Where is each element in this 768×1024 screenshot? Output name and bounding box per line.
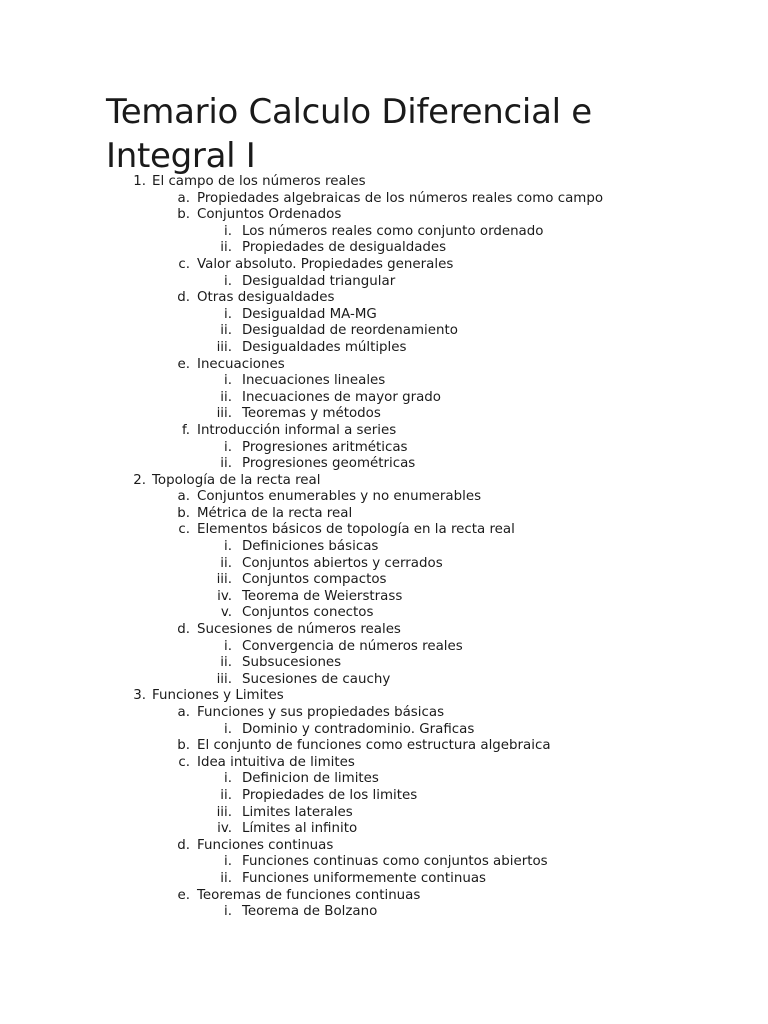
outline-item-level-1 — [0, 174, 768, 191]
outline-item-level-2 — [0, 506, 768, 523]
document-title: Temario Calculo Diferencial e Integral I — [106, 92, 592, 176]
outline-item-text: Desigualdad MA-MG — [242, 306, 377, 322]
outline-item-marker: d. — [177, 622, 190, 638]
outline-item-marker: ii. — [220, 655, 232, 671]
outline-item-text: Limites laterales — [242, 804, 353, 820]
outline-item-marker: c. — [178, 522, 190, 538]
outline-item-marker: i. — [224, 439, 232, 455]
outline-item-text: Teorema de Weierstrass — [242, 588, 403, 604]
outline-item-text: Inecuaciones lineales — [242, 373, 386, 389]
outline-item-marker: e. — [177, 356, 190, 372]
outline-item-level-3 — [0, 904, 768, 921]
outline-item-level-3 — [0, 788, 768, 805]
syllabus-outline — [0, 174, 768, 921]
outline-item-marker: ii. — [220, 389, 232, 405]
outline-item-marker: i. — [224, 854, 232, 870]
outline-item-marker: iii. — [216, 804, 232, 820]
outline-item-marker: a. — [177, 489, 190, 505]
outline-item-text: Teoremas de funciones continuas — [197, 887, 421, 903]
outline-item-level-3 — [0, 655, 768, 672]
outline-item-level-3 — [0, 771, 768, 788]
outline-item-marker: i. — [224, 771, 232, 787]
outline-item-level-3 — [0, 672, 768, 689]
outline-item-level-2 — [0, 522, 768, 539]
outline-item-marker: 1. — [133, 174, 146, 189]
outline-item-marker: a. — [177, 705, 190, 720]
outline-item-text: Teorema de Bolzano — [242, 904, 378, 920]
outline-item-text: Dominio y contradominio. Graficas — [242, 721, 475, 737]
outline-item-level-2 — [0, 489, 768, 506]
outline-item-level-2 — [0, 838, 768, 855]
outline-item-text: Progresiones aritméticas — [242, 439, 408, 455]
outline-item-level-3 — [0, 639, 768, 656]
outline-item-level-3 — [0, 323, 768, 340]
outline-item-text: Introducción informal a series — [197, 422, 397, 438]
outline-item-level-3 — [0, 340, 768, 357]
outline-item-text: Definiciones básicas — [242, 539, 379, 555]
outline-item-marker: i. — [224, 223, 232, 239]
outline-item-level-3 — [0, 307, 768, 324]
outline-item-text: Convergencia de números reales — [242, 638, 463, 654]
outline-item-text: Otras desigualdades — [197, 290, 335, 306]
outline-item-marker: c. — [178, 256, 190, 272]
outline-item-level-2 — [0, 705, 768, 722]
outline-item-marker: i. — [224, 373, 232, 389]
outline-item-text: Funciones continuas como conjuntos abiertos — [242, 854, 548, 870]
outline-item-text: Elementos básicos de topología en la recta real — [197, 522, 515, 538]
outline-item-level-2 — [0, 191, 768, 208]
outline-item-level-3 — [0, 456, 768, 473]
outline-item-marker: e. — [177, 887, 190, 903]
outline-item-marker: c. — [178, 754, 190, 770]
outline-item-marker: iii. — [216, 671, 232, 687]
outline-item-text: Inecuaciones de mayor grado — [242, 389, 441, 405]
outline-item-level-3 — [0, 390, 768, 407]
outline-item-level-3 — [0, 821, 768, 838]
outline-item-marker: b. — [177, 207, 190, 223]
outline-item-text: Propiedades algebraicas de los números reales como campo — [197, 190, 604, 206]
outline-item-marker: ii. — [220, 555, 232, 571]
outline-item-text: Conjuntos conectos — [242, 605, 374, 621]
outline-item-level-3 — [0, 605, 768, 622]
outline-item-marker: i. — [224, 721, 232, 737]
outline-item-level-2 — [0, 738, 768, 755]
outline-item-text: Conjuntos compactos — [242, 572, 387, 588]
outline-item-level-1 — [0, 473, 768, 490]
outline-item-marker: ii. — [220, 787, 232, 803]
outline-item-level-3 — [0, 572, 768, 589]
outline-item-text: Desigualdades múltiples — [242, 339, 407, 355]
outline-item-text: Funciones y Limites — [152, 688, 284, 704]
outline-item-marker: ii. — [220, 870, 232, 886]
outline-item-marker: ii. — [220, 323, 232, 339]
outline-item-text: Conjuntos abiertos y cerrados — [242, 555, 443, 571]
outline-item-marker: iii. — [216, 572, 232, 588]
outline-item-text: Subsucesiones — [242, 655, 342, 671]
outline-item-level-3 — [0, 805, 768, 822]
outline-item-marker: b. — [177, 738, 190, 754]
outline-item-text: Sucesiones de cauchy — [242, 671, 391, 687]
outline-item-marker: v. — [220, 605, 232, 621]
outline-item-marker: i. — [224, 539, 232, 555]
outline-item-level-2 — [0, 207, 768, 224]
outline-item-text: Métrica de la recta real — [197, 505, 353, 521]
outline-item-text: Topología de la recta real — [152, 472, 321, 488]
outline-item-marker: i. — [224, 638, 232, 654]
outline-item-level-3 — [0, 589, 768, 606]
outline-item-marker: iii. — [216, 339, 232, 355]
outline-item-text: Límites al infinito — [242, 821, 358, 837]
outline-item-level-2 — [0, 423, 768, 440]
outline-item-marker: ii. — [220, 456, 232, 472]
outline-item-marker: f. — [182, 422, 190, 438]
outline-item-text: Idea intuitiva de limites — [197, 754, 355, 770]
outline-item-text: Desigualdad de reordenamiento — [242, 323, 458, 339]
outline-item-text: El campo de los números reales — [152, 174, 366, 189]
outline-item-text: Valor absoluto. Propiedades generales — [197, 256, 454, 272]
outline-item-level-3 — [0, 539, 768, 556]
outline-item-level-3 — [0, 373, 768, 390]
outline-item-level-1 — [0, 688, 768, 705]
outline-item-text: Definicion de limites — [242, 771, 379, 787]
outline-item-level-3 — [0, 240, 768, 257]
outline-item-level-2 — [0, 888, 768, 905]
outline-item-level-3 — [0, 440, 768, 457]
outline-item-marker: 3. — [133, 688, 146, 704]
outline-item-marker: d. — [177, 290, 190, 306]
outline-item-text: Funciones uniformemente continuas — [242, 870, 487, 886]
outline-item-text: Funciones y sus propiedades básicas — [197, 705, 445, 720]
outline-item-level-2 — [0, 755, 768, 772]
outline-item-level-3 — [0, 854, 768, 871]
outline-item-marker: i. — [224, 904, 232, 920]
outline-item-marker: iv. — [217, 821, 232, 837]
outline-item-marker: iv. — [217, 588, 232, 604]
outline-item-text: Conjuntos enumerables y no enumerables — [197, 489, 482, 505]
outline-item-text: Sucesiones de números reales — [197, 622, 401, 638]
outline-item-marker: b. — [177, 505, 190, 521]
outline-item-text: El conjunto de funciones como estructura algebraica — [197, 738, 551, 754]
outline-item-level-3 — [0, 722, 768, 739]
outline-item-text: Propiedades de los limites — [242, 787, 418, 803]
outline-item-text: Teoremas y métodos — [242, 406, 381, 422]
outline-item-level-2 — [0, 290, 768, 307]
outline-item-marker: i. — [224, 273, 232, 289]
outline-item-marker: i. — [224, 306, 232, 322]
outline-item-level-3 — [0, 274, 768, 291]
outline-item-level-2 — [0, 622, 768, 639]
outline-item-level-3 — [0, 871, 768, 888]
outline-item-level-3 — [0, 406, 768, 423]
outline-item-text: Desigualdad triangular — [242, 273, 396, 289]
outline-item-marker: 2. — [133, 472, 146, 488]
outline-item-marker: a. — [177, 190, 190, 206]
outline-item-level-2 — [0, 357, 768, 374]
outline-item-marker: d. — [177, 837, 190, 853]
outline-item-text: Los números reales como conjunto ordenado — [242, 223, 544, 239]
outline-item-text: Inecuaciones — [197, 356, 285, 372]
outline-item-level-3 — [0, 224, 768, 241]
outline-item-text: Progresiones geométricas — [242, 456, 416, 472]
outline-item-level-2 — [0, 257, 768, 274]
outline-item-marker: iii. — [216, 406, 232, 422]
outline-item-marker: ii. — [220, 240, 232, 256]
outline-item-text: Propiedades de desigualdades — [242, 240, 447, 256]
outline-item-text: Conjuntos Ordenados — [197, 207, 342, 223]
outline-item-level-3 — [0, 556, 768, 573]
outline-item-text: Funciones continuas — [197, 837, 334, 853]
